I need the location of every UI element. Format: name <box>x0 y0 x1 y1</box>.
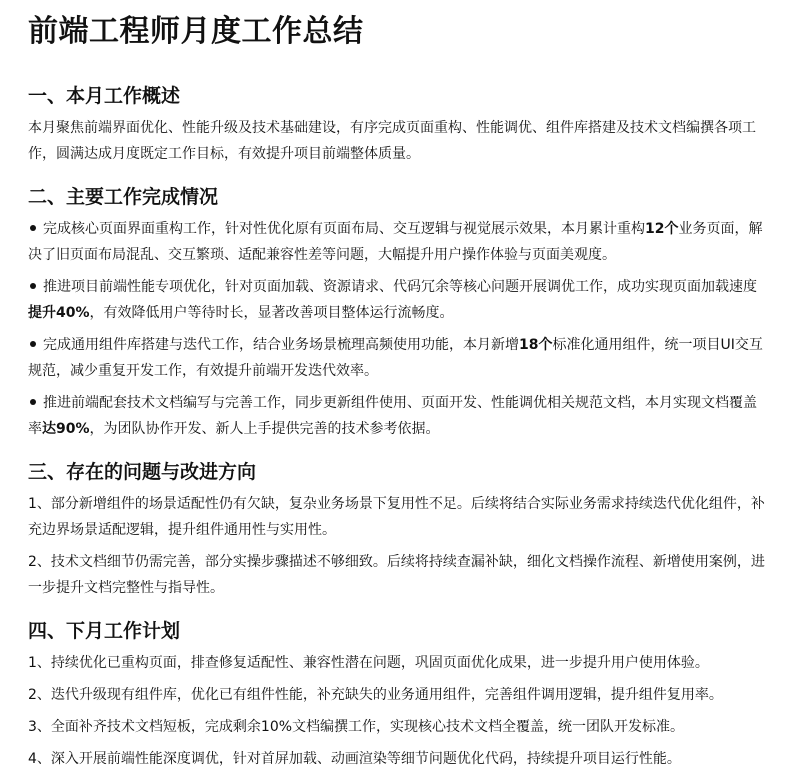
numbered-list <box>28 650 768 772</box>
bullet-icon <box>30 399 36 405</box>
list-item-text: ，有效降低用户等待时长，显著改善项目整体运行流畅度。 <box>89 305 454 321</box>
highlight-value: 18个 <box>519 337 553 353</box>
list-item-text: 推进项目前端性能专项优化，针对页面加载、资源请求、代码冗余等核心问题开展调优工作，成功实现页面加载速度 <box>43 279 757 295</box>
list-item <box>28 216 768 268</box>
list-item-text: 完成核心页面界面重构工作，针对性优化原有页面布局、交互逻辑与视觉展示效果，本月累计重构 <box>43 221 645 237</box>
list-item: 1、持续优化已重构页面，排查修复适配性、兼容性潜在问题，巩固页面优化成果，进一步提升用户使用体验。 <box>28 655 709 671</box>
list-item: 4、深入开展前端性能深度调优，针对首屏加载、动画渲染等细节问题优化代码，持续提升项目运行性能。 <box>28 751 681 767</box>
list-item: 1、部分新增组件的场景适配性仍有欠缺，复杂业务场景下复用性不足。后续将结合实际业务需求持续迭代优化组件，补充边界场景适配逻辑，提升组件通用性与实用性。 <box>28 496 765 538</box>
section-main-work <box>28 183 768 442</box>
list-item-text: 业务页面，解决了旧页面布局混乱、交互繁琐、适配兼容性差等问题，大幅提升用户操作体验与页面美观度。 <box>28 221 763 263</box>
highlight-value: 提升40% <box>28 305 90 321</box>
list-item-text: 推进前端配套技术文档编写与完善工作，同步更新组件使用、页面开发、性能调优相关规范文档，本月实现文档覆盖率 <box>28 395 757 437</box>
document-title: 前端工程师月度工作总结 <box>28 14 364 49</box>
highlight-value: 12个 <box>645 221 679 237</box>
list-item <box>28 332 768 384</box>
section-heading: 一、本月工作概述 <box>28 85 181 107</box>
list-item <box>28 390 768 442</box>
section-heading: 三、存在的问题与改进方向 <box>28 461 257 483</box>
section-next-month-plan <box>28 617 768 772</box>
numbered-list <box>28 491 768 601</box>
section-issues <box>28 458 768 601</box>
list-item: 3、全面补齐技术文档短板，完成剩余10%文档编撰工作，实现核心技术文档全覆盖，统一团队开发标准。 <box>28 719 685 735</box>
list-item-text: 标准化通用组件，统一项目UI交互规范，减少重复开发工作，有效提升前端开发迭代效率。 <box>28 337 763 379</box>
list-item: 2、技术文档细节仍需完善，部分实操步骤描述不够细致。后续将持续查漏补缺，细化文档操作流程、新增使用案例，进一步提升文档完整性与指导性。 <box>28 554 765 596</box>
list-item <box>28 274 768 326</box>
highlight-value: 达90% <box>42 421 90 437</box>
section-heading: 四、下月工作计划 <box>28 620 181 642</box>
bullet-list <box>28 216 768 442</box>
section-overview <box>28 82 768 167</box>
bullet-icon <box>30 225 36 231</box>
list-item-text: 完成通用组件库搭建与迭代工作，结合业务场景梳理高频使用功能，本月新增 <box>43 337 519 353</box>
bullet-icon <box>30 283 36 289</box>
section-paragraph: 本月聚焦前端界面优化、性能升级及技术基础建设，有序完成页面重构、性能调优、组件库搭建及技术文档编撰各项工作，圆满达成月度既定工作目标，有效提升项目前端整体质量。 <box>28 120 756 162</box>
bullet-icon <box>30 341 36 347</box>
section-heading: 二、主要工作完成情况 <box>28 186 219 208</box>
list-item: 2、迭代升级现有组件库，优化已有组件性能，补充缺失的业务通用组件，完善组件调用逻辑，提升组件复用率。 <box>28 687 723 703</box>
list-item-text: ，为团队协作开发、新人上手提供完善的技术参考依据。 <box>89 421 440 437</box>
